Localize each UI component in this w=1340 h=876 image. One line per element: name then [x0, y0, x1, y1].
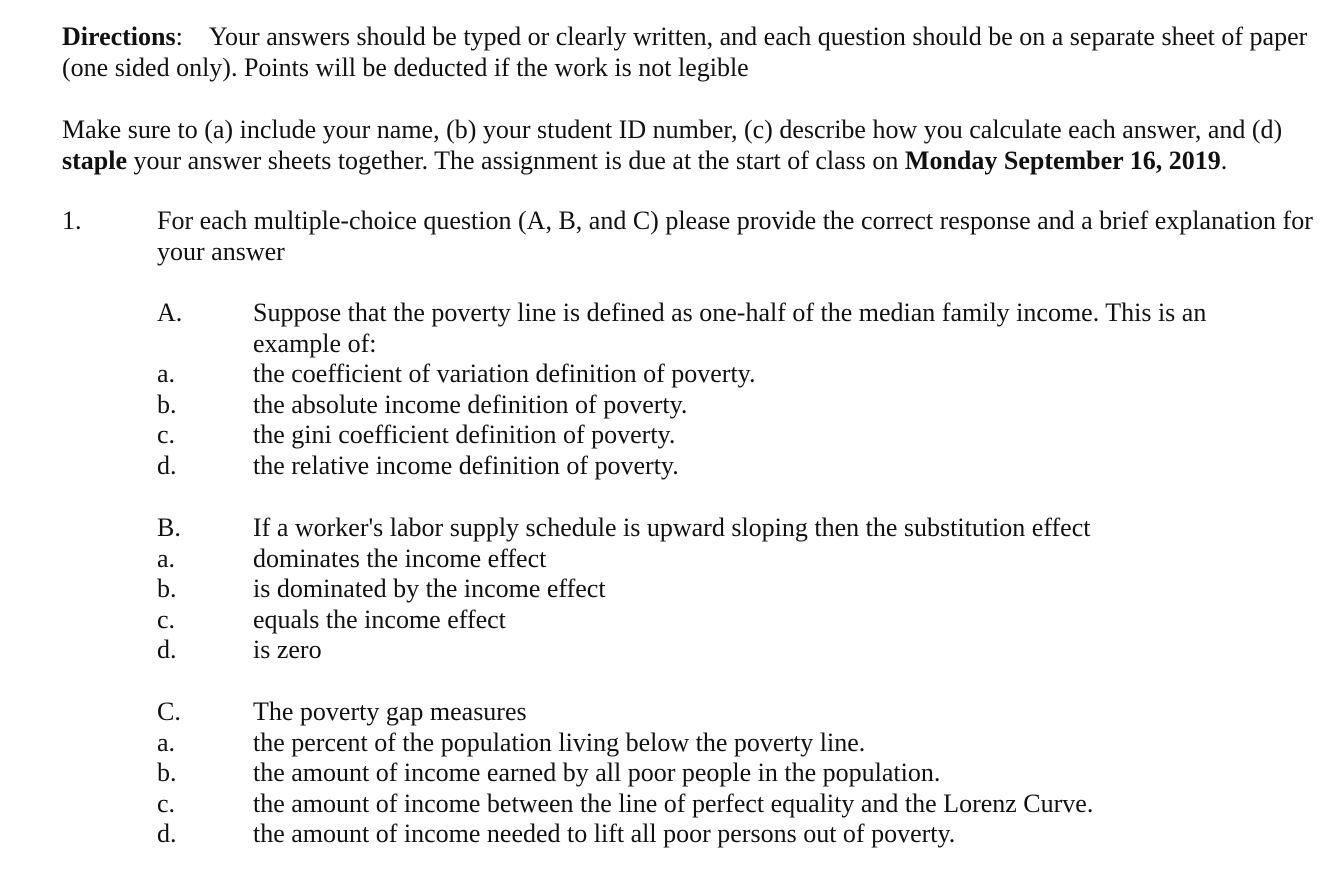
- option-label: d.: [157, 635, 177, 664]
- part-stem-row: [0, 513, 1340, 544]
- due-date: Monday September 16, 2019: [904, 145, 1221, 175]
- directions-paragraph: [62, 22, 1322, 83]
- option-text: is dominated by the income effect: [253, 574, 606, 603]
- option-label: d.: [157, 819, 177, 848]
- part-stem-row: [0, 298, 1340, 359]
- option-text: equals the income effect: [253, 604, 506, 634]
- option-text: the percent of the population living below the poverty line.: [253, 727, 866, 757]
- option-row: [0, 390, 1340, 421]
- option-row: [0, 451, 1340, 482]
- part-stem-row: [0, 697, 1340, 728]
- instructions-text-start: Make sure to (a) include your name, (b) your student ID number, (c) describe how you calculate each answer, and (d): [62, 115, 1283, 144]
- question-part-b: [0, 513, 1340, 666]
- option-row: [0, 359, 1340, 390]
- option-text: the amount of income needed to lift all poor persons out of poverty.: [253, 819, 956, 848]
- option-label: a.: [157, 543, 176, 573]
- question-part-c: [0, 697, 1340, 850]
- question-number: 1.: [62, 206, 82, 235]
- part-letter: B.: [157, 513, 181, 542]
- option-label: b.: [157, 758, 177, 787]
- instructions-paragraph: [62, 115, 1322, 176]
- instructions-period: .: [1220, 145, 1228, 175]
- part-stem: If a worker's labor supply schedule is upward sloping then the substitution effect: [253, 513, 1091, 542]
- option-text: the amount of income between the line of perfect equality and the Lorenz Curve.: [253, 788, 1094, 818]
- part-letter: A.: [157, 298, 183, 327]
- directions-colon: :: [175, 22, 183, 51]
- instructions-text-middle: your answer sheets together. The assignment is due at the start of class on: [127, 145, 905, 175]
- option-text: the coefficient of variation definition of poverty.: [253, 359, 756, 388]
- option-label: d.: [157, 450, 177, 480]
- option-label: c.: [157, 604, 176, 634]
- option-label: b.: [157, 574, 177, 603]
- option-row: [0, 819, 1340, 850]
- option-label: a.: [157, 727, 176, 757]
- directions-text: Your answers should be typed or clearly written, and each question should be on a separate sheet of paper (one sided only). Points will be deducted if the work is not legible: [62, 22, 1308, 82]
- option-label: a.: [157, 359, 176, 388]
- option-label: c.: [157, 788, 176, 818]
- option-row: [0, 728, 1340, 759]
- option-row: [0, 758, 1340, 789]
- option-row: [0, 789, 1340, 820]
- option-row: [0, 574, 1340, 605]
- part-stem: The poverty gap measures: [253, 697, 527, 726]
- part-stem: Suppose that the poverty line is defined as one-half of the median family income. This is an example of:: [253, 298, 1207, 358]
- directions-label: Directions: [62, 22, 176, 51]
- option-text: the gini coefficient definition of poverty.: [253, 420, 676, 449]
- question-part-a: [0, 298, 1340, 481]
- option-text: the relative income definition of poverty.: [253, 450, 679, 480]
- option-row: [0, 420, 1340, 451]
- option-label: b.: [157, 389, 177, 419]
- option-row: [0, 544, 1340, 575]
- option-text: dominates the income effect: [253, 543, 547, 573]
- option-text: is zero: [253, 635, 322, 664]
- option-row: [0, 605, 1340, 636]
- staple-emphasis: staple: [62, 145, 127, 175]
- part-letter: C.: [157, 697, 181, 726]
- option-label: c.: [157, 420, 176, 449]
- option-row: [0, 635, 1340, 666]
- question-prompt: For each multiple-choice question (A, B, and C) please provide the correct response and a brief explanation for your answer: [157, 206, 1313, 266]
- option-text: the absolute income definition of poverty.: [253, 389, 688, 419]
- option-text: the amount of income earned by all poor people in the population.: [253, 758, 941, 787]
